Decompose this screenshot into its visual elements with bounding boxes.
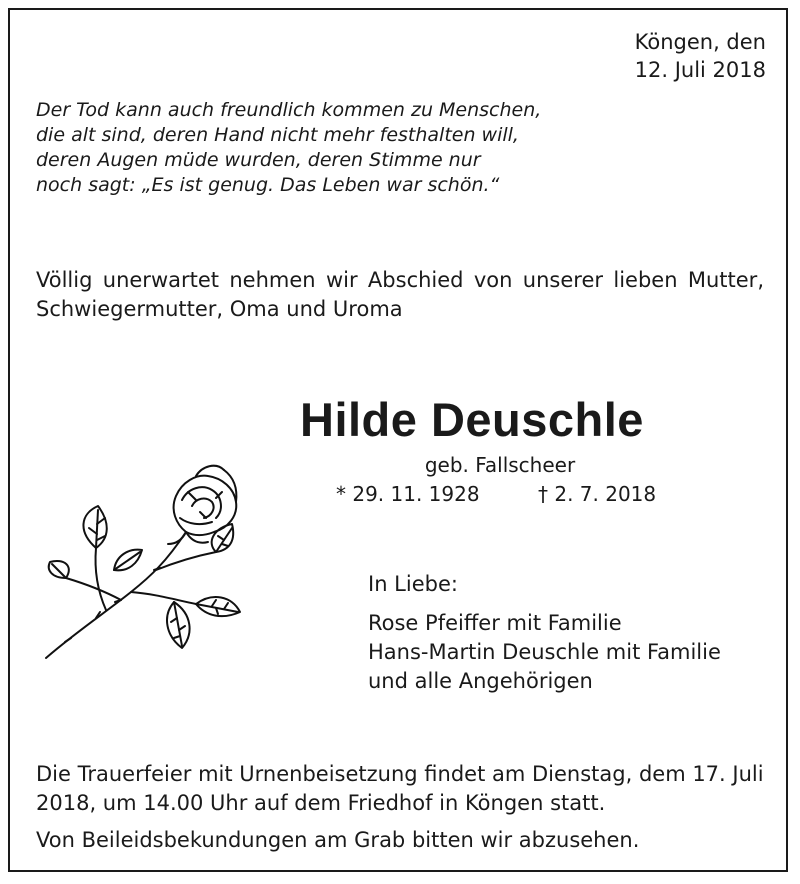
poem-line: Der Tod kann auch freundlich kommen zu Menschen, [36, 99, 542, 121]
poem-line: noch sagt: „Es ist genug. Das Leben war schön.“ [36, 174, 500, 196]
mourner-line: und alle Angehörigen [368, 669, 593, 693]
place-line: Köngen, den [634, 30, 766, 54]
condolences-notice: Von Beileidsbekundungen am Grab bitten wir abzusehen. [36, 828, 640, 852]
poem [36, 98, 636, 198]
poem-line: die alt sind, deren Hand nicht mehr festhalten will, [36, 124, 519, 146]
mourner-line: Hans-Martin Deuschle mit Familie [368, 640, 721, 664]
deceased-name: Hilde Deuschle [300, 393, 644, 446]
mourners [368, 570, 721, 696]
birth-date: * 29. 11. 1928 [336, 482, 480, 506]
mourners-heading: In Liebe: [368, 572, 458, 596]
death-date: † 2. 7. 2018 [538, 482, 657, 506]
intro-text: Völlig unerwartet nehmen wir Abschied von unserer lieben Mutter, Schwiegermutter, Oma und Uroma [36, 268, 764, 321]
date-line: 12. Juli 2018 [634, 58, 766, 82]
rose-icon [36, 452, 256, 672]
poem-line: deren Augen müde wurden, deren Stimme nur [36, 149, 481, 171]
maiden-name: geb. Fallscheer [424, 453, 576, 477]
ceremony-notice: Die Trauerfeier mit Urnenbeisetzung findet am Dienstag, dem 17. Juli 2018, um 14.00 Uhr auf dem Friedhof in Köngen statt. [36, 762, 764, 815]
place-date [635, 28, 766, 84]
mourner-line: Rose Pfeiffer mit Familie [368, 611, 622, 635]
